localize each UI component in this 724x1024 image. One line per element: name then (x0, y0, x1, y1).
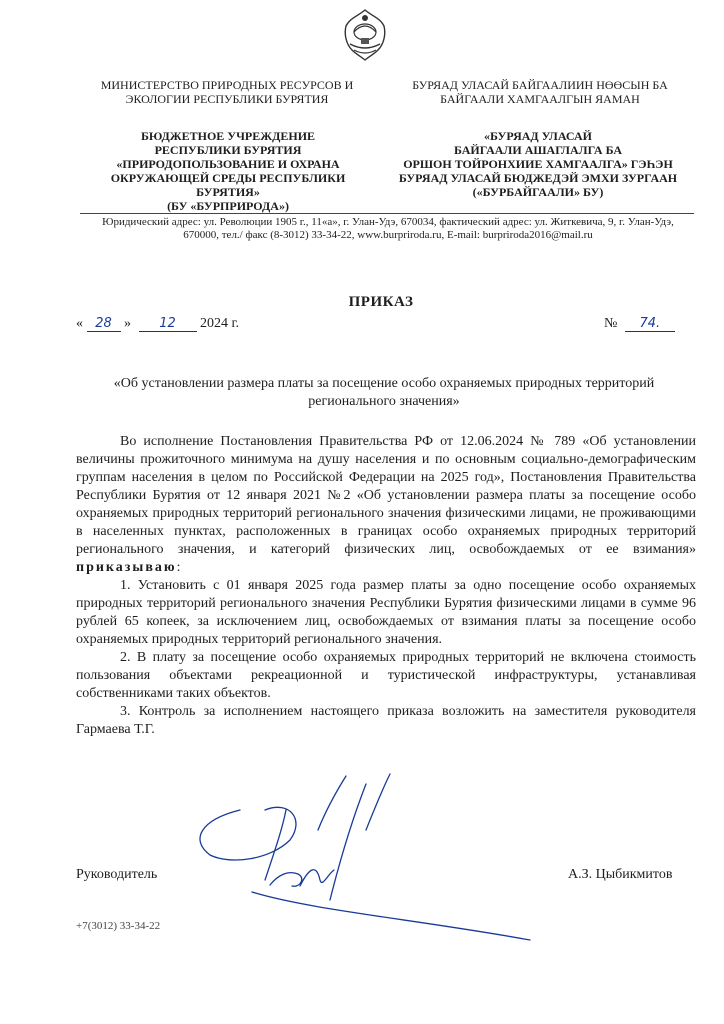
order-colon: : (176, 560, 181, 575)
date-month: 12 (139, 316, 197, 332)
organization-name-bu (387, 129, 689, 199)
order-subject: «Об установлении размера платы за посещение особо охраняемых природных территорий регионального значения» (113, 376, 655, 409)
organization-address: Юридический адрес: ул. Революции 1905 г., 11«а», г. Улан-Удэ, 670034, фактический адрес: ул. Житкевича, 9, г. Улан-Удэ, 670000, тел./ факс (8-3012) 33-34-22, www.burpriroda.ru, E-mail: burpriroda2016@mail.ru (102, 216, 674, 241)
handwritten-signature (170, 770, 550, 950)
order-item: 1. Установить с 01 января 2025 года размер платы за одно посещение особо охраняемых природных территорий регионального значения Республики Бурятия физическими лицами в сумме 96 рублей 65 копеек, за исключением лиц, освобождаемых от взимания платы за посещение особо охраняемых природных территорий регионального значения. (76, 578, 696, 647)
order-item: 2. В плату за посещение особо охраняемых природных территорий не включена стоимость пользования объектами рекреационной и туристической инфраструктуры, устанавливая собственниками таких объектов. (76, 650, 696, 701)
document-title: ПРИКАЗ (348, 294, 414, 310)
number-value: 74. (625, 316, 675, 332)
ministry-name-ru: МИНИСТЕРСТВО ПРИРОДНЫХ РЕСУРСОВ И ЭКОЛОГИИ РЕСПУБЛИКИ БУРЯТИЯ (100, 78, 354, 106)
preamble-paragraph (76, 433, 696, 577)
republic-emblem-icon (340, 8, 390, 62)
order-item: 3. Контроль за исполнением настоящего приказа возложить на заместителя руководителя Гармаева Т.Г. (76, 704, 696, 737)
organization-name-bu-line: БАЙГААЛИ АШАГЛАЛГА БА (453, 143, 623, 157)
contact-phone: +7(3012) 33-34-22 (76, 920, 161, 932)
order-body (76, 433, 696, 739)
preamble-text: Во исполнение Постановления Правительства РФ от 12.06.2024 № 789 «Об установлении величины прожиточного минимума на душу населения и по основным социально-демографическим группам населения в целом по Российской Федерации на 2025 год», Постановления Правительства Республики Бурятия от 12 января 2021 №2 «Об установлении размера платы за посещение особо охраняемых природных территорий регионального значения физическими лицами, не проживающими в населенных пунктах, расположенных в границах особо охраняемых природных территорий регионального значения, и категорий физических лиц, освобождаемых от ее взимания» (76, 434, 696, 557)
order-number (604, 316, 675, 332)
order-date (76, 316, 239, 332)
organization-name-bu-line: «БУРЯАД УЛАСАЙ (484, 129, 592, 143)
date-close-quote: » (124, 316, 131, 331)
order-word: приказываю (76, 560, 177, 575)
signer-name: А.З. Цыбикмитов (568, 867, 673, 882)
date-day: 28 (87, 316, 121, 332)
organization-name-bu-line: ОРШОН ТОЙРОНХИИЕ ХАМГААЛГА» ГЭҺЭН (403, 157, 673, 171)
organization-name-ru (100, 129, 356, 213)
signer-position: Руководитель (76, 867, 158, 882)
header-divider (80, 213, 694, 214)
organization-name-bu-line: БУРЯАД УЛАСАЙ БЮДЖЕДЭЙ ЭМХИ ЗУРГААН (398, 171, 678, 185)
number-label: № (604, 316, 618, 331)
organization-name-bu-line: («БУРБАЙГААЛИ» БУ) (472, 185, 604, 199)
organization-full-name-ru: БЮДЖЕТНОЕ УЧРЕЖДЕНИЕ РЕСПУБЛИКИ БУРЯТИЯ «ПРИРОДОПОЛЬЗОВАНИЕ И ОХРАНА ОКРУЖАЮЩЕЙ СРЕДЫ РЕСПУБЛИКИ БУРЯТИЯ» (110, 129, 346, 199)
date-open-quote: « (76, 316, 83, 331)
organization-short-name-ru: (БУ «БУРПРИРОДА») (167, 199, 289, 213)
date-year: 2024 г. (200, 316, 240, 331)
ministry-name-bu: БУРЯАД УЛАСАЙ БАЙГААЛИИН НӨӨСЫН БА БАЙГААЛИ ХАМГААЛГЫН ЯАМАН (412, 78, 668, 106)
